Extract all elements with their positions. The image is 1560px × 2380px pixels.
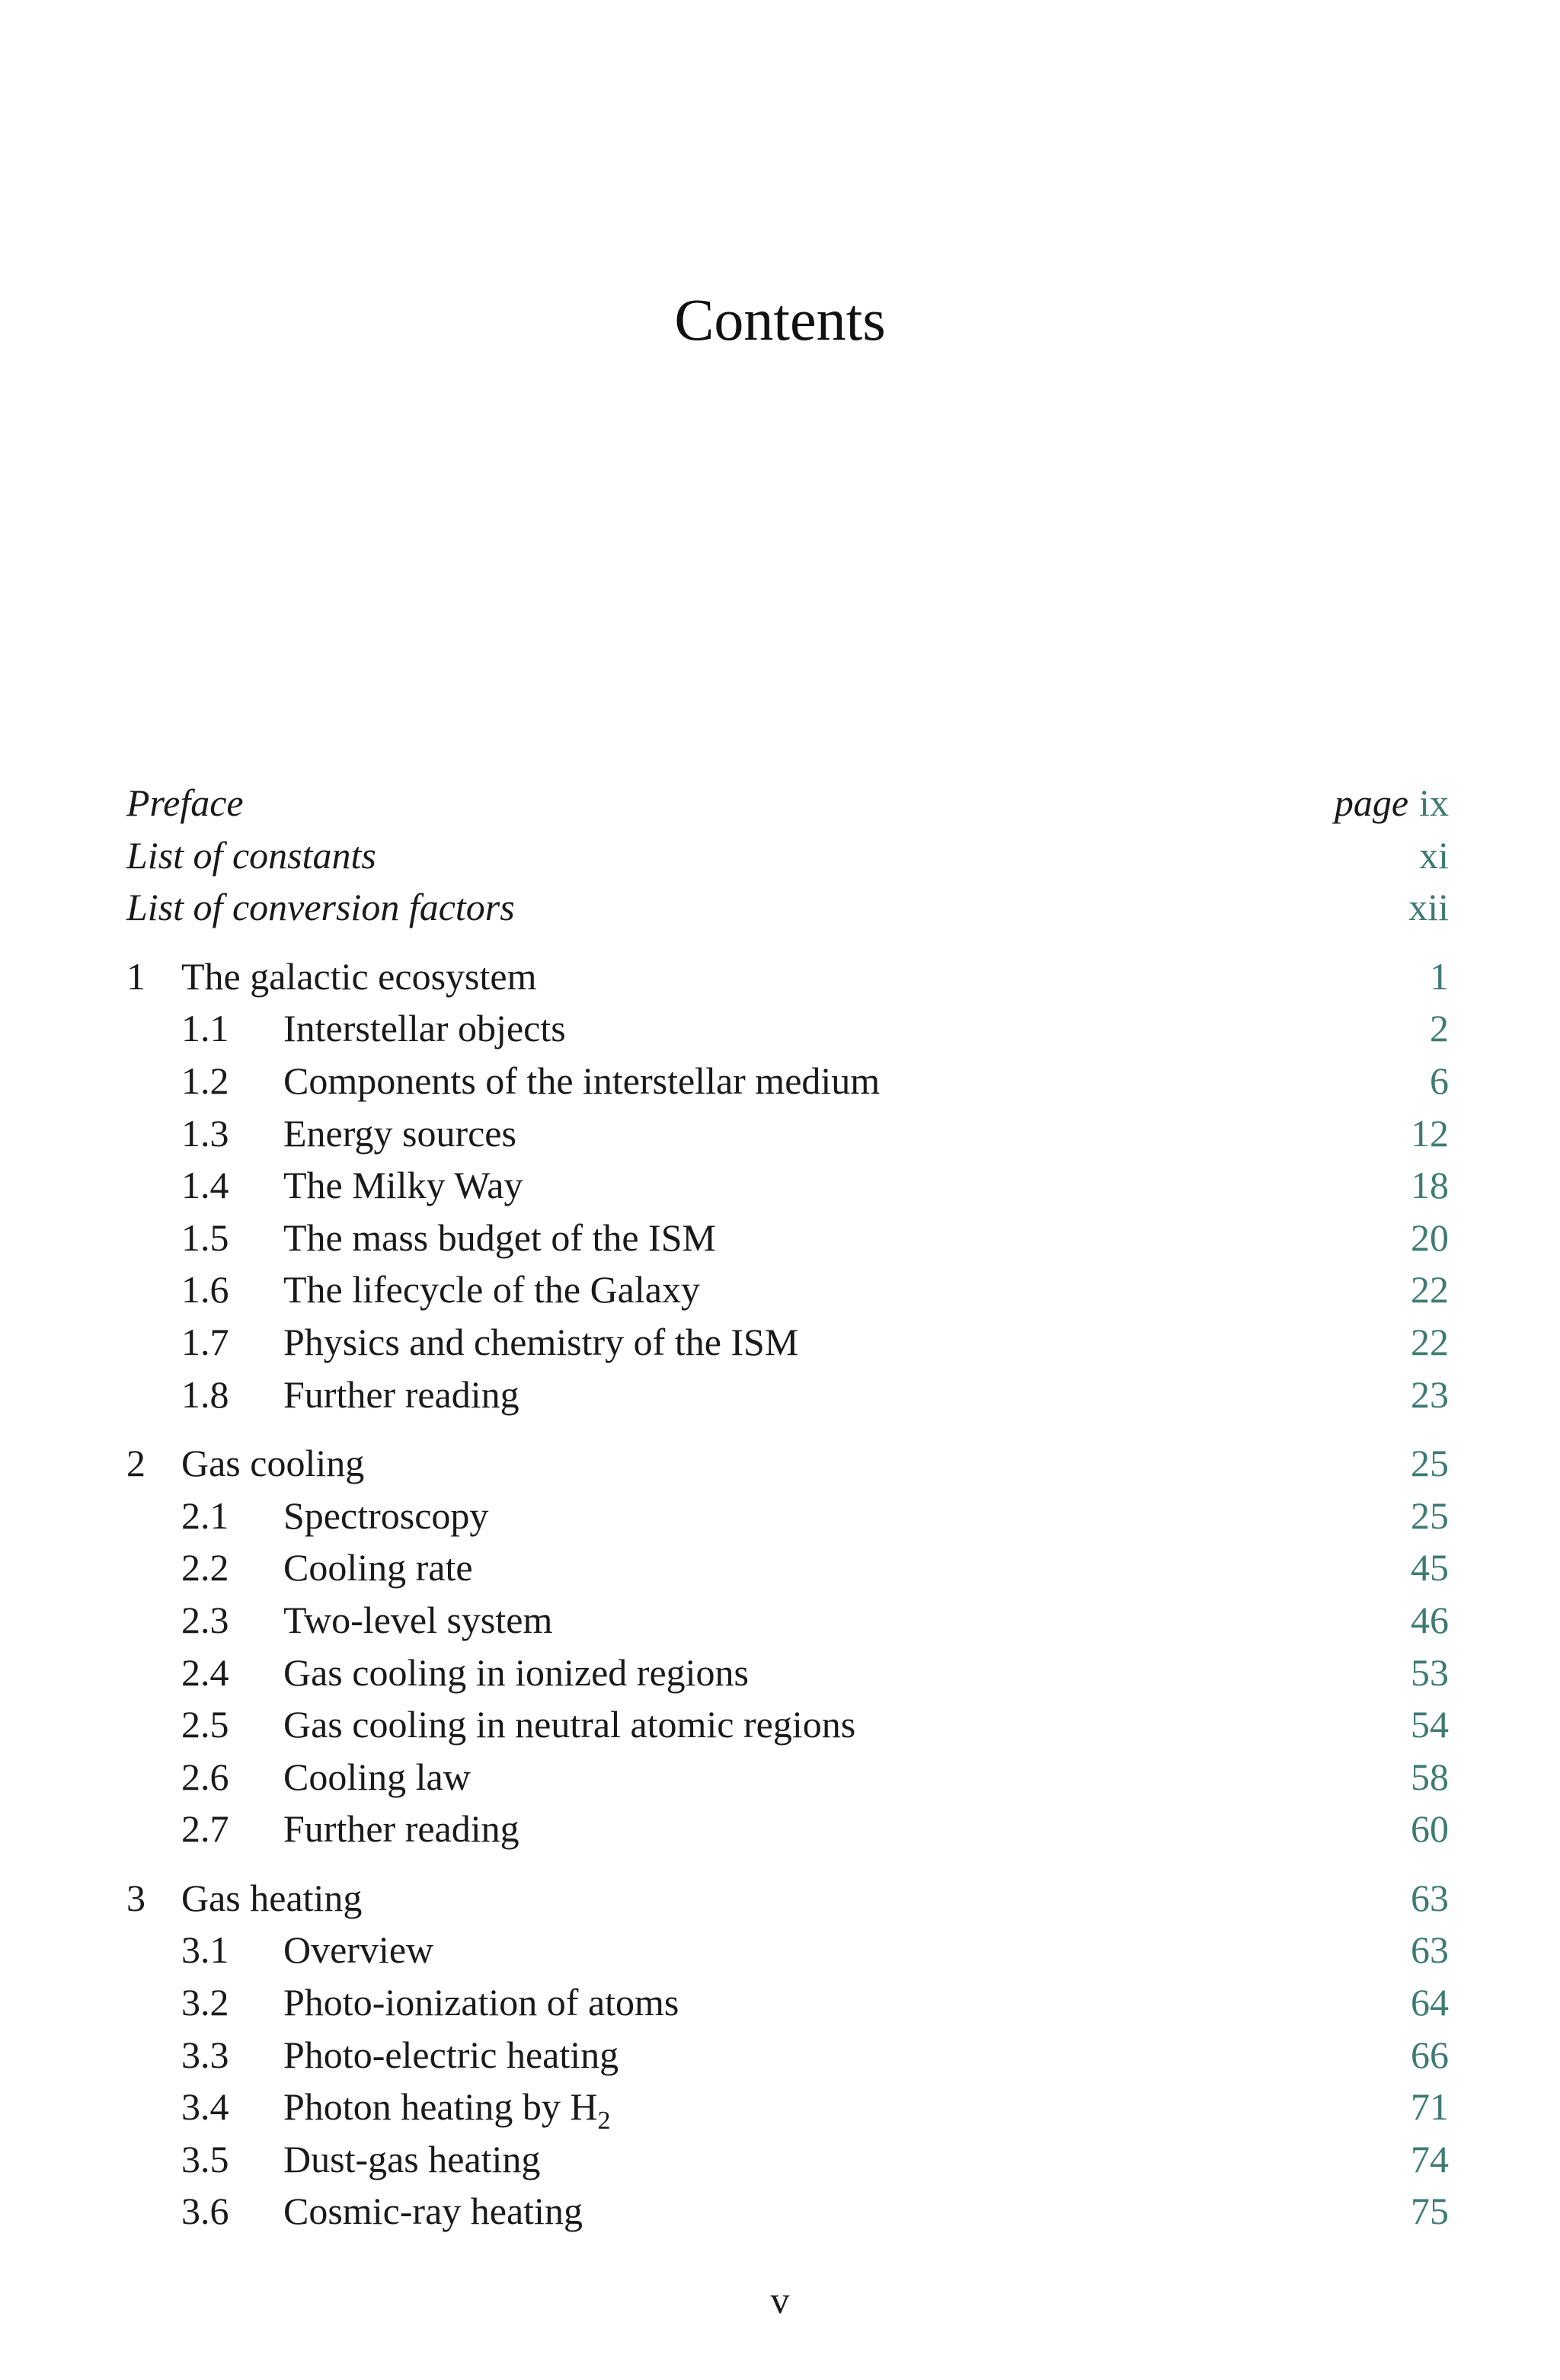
section-title-text: Cosmic-ray heating — [283, 2190, 583, 2233]
toc-entry-front-matter[interactable] — [126, 881, 1449, 934]
toc-entry-chapter[interactable] — [126, 950, 1449, 1003]
section-title — [283, 1159, 1411, 1212]
page-number: 25 — [1411, 1442, 1449, 1485]
page-number: 18 — [1411, 1164, 1449, 1207]
toc-entry-section[interactable] — [126, 1002, 1449, 1055]
section-title-subscript: 2 — [597, 2107, 611, 2136]
section-title-text: Further reading — [283, 1372, 519, 1416]
page-number: 58 — [1411, 1755, 1449, 1798]
section-title — [283, 1541, 1411, 1594]
page-number: 12 — [1411, 1111, 1449, 1155]
section-title — [283, 1594, 1411, 1647]
entry-page — [1419, 829, 1449, 882]
section-title — [283, 2029, 1411, 2081]
section-number: 2.3 — [181, 1598, 229, 1641]
page-number: 2 — [1430, 1007, 1449, 1050]
section-title — [283, 1490, 1411, 1542]
toc-entry-section[interactable] — [126, 1369, 1449, 1421]
toc-entry-section[interactable] — [126, 1976, 1449, 2029]
section-title — [283, 2081, 1411, 2136]
section-number: 1.4 — [181, 1164, 229, 1207]
toc-entry-section[interactable] — [126, 2133, 1449, 2186]
section-number: 2.2 — [181, 1546, 229, 1589]
section-title-text: Photo-ionization of atoms — [283, 1981, 679, 2024]
section-number: 2.1 — [181, 1493, 229, 1537]
entry-title: Preface — [126, 781, 244, 824]
section-title-text: Gas cooling in ionized regions — [283, 1650, 749, 1694]
page-prefix-label: page — [1334, 781, 1409, 824]
section-title-text: Components of the interstellar medium — [283, 1059, 881, 1102]
page-number: 22 — [1411, 1320, 1449, 1363]
section-title-text: Cooling law — [283, 1755, 471, 1798]
chapter-title: The galactic ecosystem — [181, 954, 537, 998]
entry-page — [1335, 777, 1449, 829]
page-number: 75 — [1411, 2190, 1449, 2233]
entry-page — [1408, 881, 1449, 934]
chapter-title: Gas cooling — [181, 1442, 365, 1485]
page-number: 6 — [1430, 1059, 1449, 1102]
toc-entry-section[interactable] — [126, 1055, 1449, 1107]
chapter-title: Gas heating — [181, 1876, 363, 1919]
page-number: 53 — [1411, 1650, 1449, 1694]
section-title-text: Photon heating by H — [283, 2085, 598, 2129]
section-number: 1.7 — [181, 1320, 229, 1363]
section-number: 3.1 — [181, 1928, 229, 1972]
page-number: 63 — [1411, 1928, 1449, 1972]
section-title-text: Cooling rate — [283, 1546, 473, 1589]
section-title — [283, 1263, 1411, 1316]
section-title — [283, 1976, 1411, 2029]
section-title-text: Spectroscopy — [283, 1493, 489, 1537]
toc-entry-section[interactable] — [126, 1263, 1449, 1316]
toc-entry-chapter[interactable] — [126, 1437, 1449, 1490]
toc-entry-section[interactable] — [126, 2185, 1449, 2238]
toc-entry-section[interactable] — [126, 1107, 1449, 1160]
section-title — [283, 1924, 1411, 1976]
page-number: 22 — [1411, 1268, 1449, 1311]
page-number: 74 — [1411, 2137, 1449, 2180]
section-title-text: Interstellar objects — [283, 1007, 566, 1050]
section-title-text: Physics and chemistry of the ISM — [283, 1320, 799, 1363]
section-number: 1.2 — [181, 1059, 229, 1102]
toc-entry-section[interactable] — [126, 1212, 1449, 1264]
page-number: xii — [1408, 886, 1449, 929]
section-title — [283, 1751, 1411, 1803]
page-number: ix — [1419, 781, 1449, 824]
page-number: 25 — [1411, 1493, 1449, 1537]
page-number: 45 — [1411, 1546, 1449, 1589]
section-title — [283, 1107, 1411, 1160]
entry-title: List of constants — [126, 833, 376, 877]
section-title — [283, 1369, 1411, 1421]
section-number: 1.5 — [181, 1216, 229, 1259]
page-number: 71 — [1411, 2085, 1449, 2129]
section-title-text: Energy sources — [283, 1111, 516, 1155]
chapter-number: 3 — [126, 1876, 145, 1919]
section-title — [283, 1698, 1411, 1751]
section-number: 3.2 — [181, 1981, 229, 2024]
section-number: 3.3 — [181, 2033, 229, 2076]
section-title-text: Two-level system — [283, 1598, 553, 1641]
page-number: 63 — [1411, 1876, 1449, 1919]
page-number: 20 — [1411, 1216, 1449, 1259]
page-title: Contents — [674, 286, 886, 353]
section-number: 2.7 — [181, 1807, 229, 1851]
section-title-text: The Milky Way — [283, 1164, 523, 1207]
toc-entry-front-matter[interactable] — [126, 829, 1449, 882]
section-number: 2.4 — [181, 1650, 229, 1694]
section-number: 1.3 — [181, 1111, 229, 1155]
page-number: 64 — [1411, 1981, 1449, 2024]
section-number: 3.5 — [181, 2137, 229, 2180]
section-title — [283, 1212, 1411, 1264]
toc-entry-section[interactable] — [126, 2081, 1449, 2136]
section-title-text: Gas cooling in neutral atomic regions — [283, 1703, 856, 1746]
page-number: 1 — [1430, 954, 1449, 998]
section-title — [283, 2133, 1411, 2186]
page-number: 46 — [1411, 1598, 1449, 1641]
chapter-number: 2 — [126, 1442, 145, 1485]
toc-entry-section[interactable] — [126, 1803, 1449, 1855]
toc-entry-section[interactable] — [126, 1541, 1449, 1594]
section-title — [283, 1002, 1430, 1055]
section-title-text: The lifecycle of the Galaxy — [283, 1268, 700, 1311]
section-title-text: Overview — [283, 1928, 434, 1972]
section-number: 2.5 — [181, 1703, 229, 1746]
section-number: 1.6 — [181, 1268, 229, 1311]
toc-entry-section[interactable] — [126, 1159, 1449, 1212]
page-number: 60 — [1411, 1807, 1449, 1851]
page-folio: v — [770, 2279, 790, 2321]
section-title-text: Further reading — [283, 1807, 519, 1851]
toc-entry-section[interactable] — [126, 1316, 1449, 1369]
page-number: 54 — [1411, 1703, 1449, 1746]
section-number: 2.6 — [181, 1755, 229, 1798]
toc-entry-section[interactable] — [126, 2029, 1449, 2081]
toc-entry-front-matter[interactable] — [126, 777, 1449, 829]
section-number: 3.4 — [181, 2085, 229, 2129]
section-number: 3.6 — [181, 2190, 229, 2233]
toc-entry-section[interactable] — [126, 1594, 1449, 1647]
section-title-text: The mass budget of the ISM — [283, 1216, 716, 1259]
page-number: xi — [1419, 833, 1449, 877]
toc-entry-section[interactable] — [126, 1698, 1449, 1751]
chapter-number: 1 — [126, 954, 145, 998]
toc-entry-chapter[interactable] — [126, 1872, 1449, 1925]
section-number: 1.1 — [181, 1007, 229, 1050]
section-title-text: Dust-gas heating — [283, 2137, 541, 2180]
section-title-text: Photo-electric heating — [283, 2033, 619, 2076]
page-number: 23 — [1411, 1372, 1449, 1416]
entry-title: List of conversion factors — [126, 886, 515, 929]
toc-entry-section[interactable] — [126, 1924, 1449, 1976]
toc-entry-section[interactable] — [126, 1490, 1449, 1542]
section-number: 1.8 — [181, 1372, 229, 1416]
section-title — [283, 1316, 1411, 1369]
section-title — [283, 1803, 1411, 1855]
page-number: 66 — [1411, 2033, 1449, 2076]
section-title — [283, 1647, 1411, 1699]
table-of-contents — [126, 777, 1449, 2238]
section-title — [283, 1055, 1430, 1107]
toc-entry-section[interactable] — [126, 1751, 1449, 1803]
toc-entry-section[interactable] — [126, 1647, 1449, 1699]
section-title — [283, 2185, 1411, 2238]
